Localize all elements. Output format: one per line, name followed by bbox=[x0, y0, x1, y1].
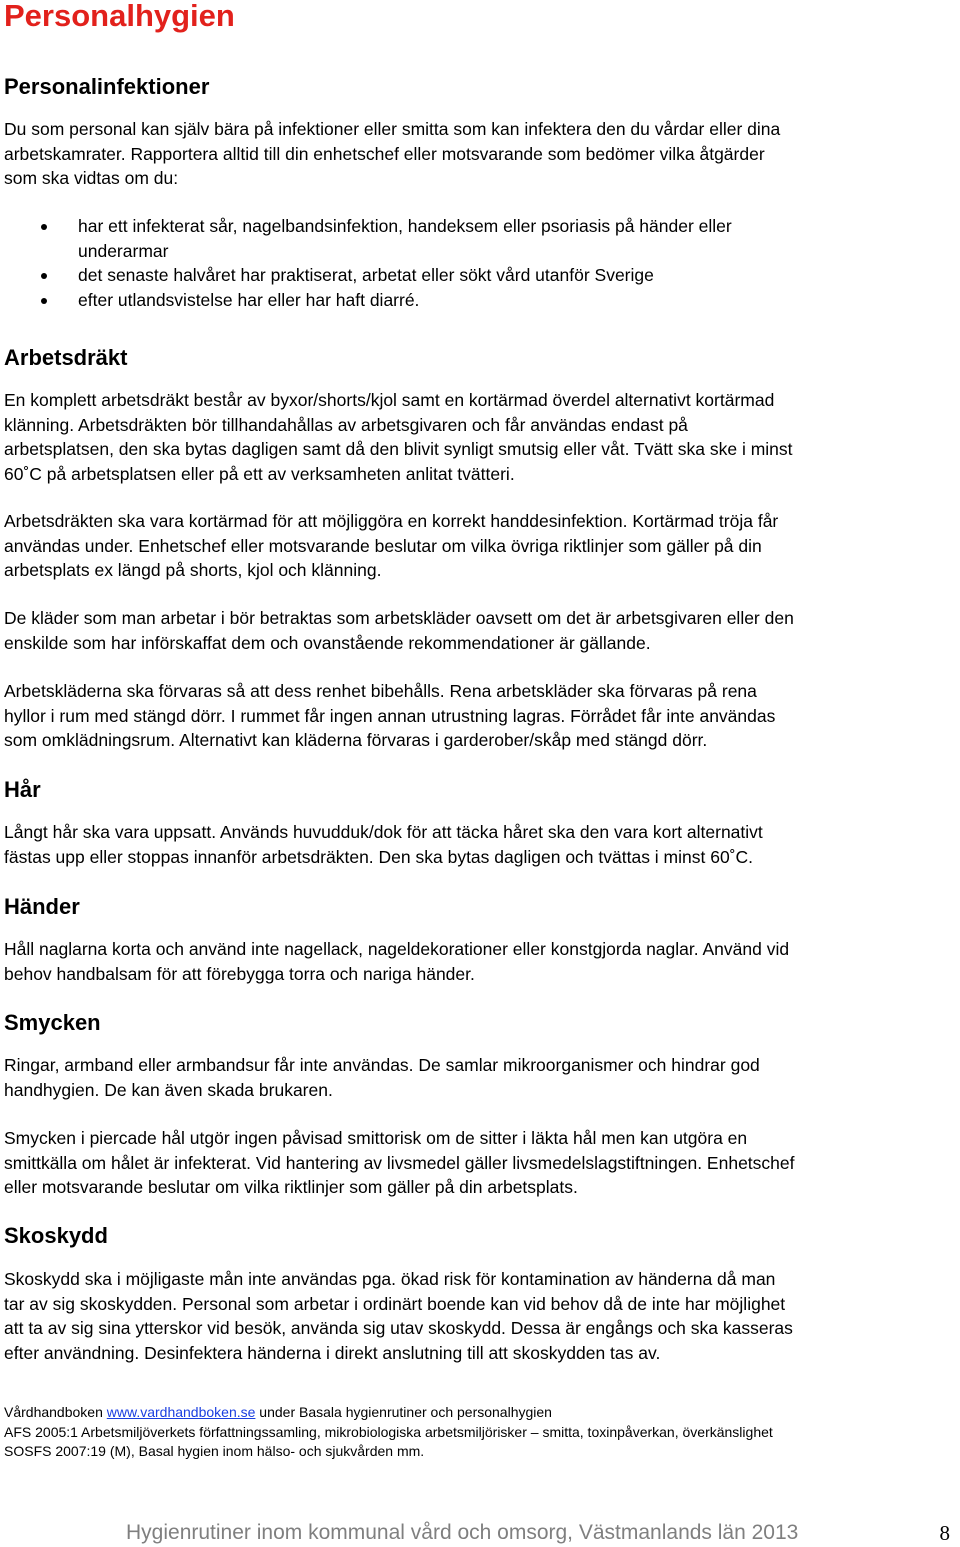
list-item-text: har ett infekterat sår, nagelbandsinfektion, handeksem eller psoriasis på händer eller underarmar bbox=[78, 216, 732, 261]
bullet-icon bbox=[41, 298, 47, 304]
list-item bbox=[0, 214, 960, 263]
reference-suffix: under Basala hygienrutiner och personalhygien bbox=[255, 1404, 552, 1420]
paragraph-arbetsdrakt-3: De kläder som man arbetar i bör betraktas som arbetskläder oavsett om det är arbetsgivaren eller den enskilde som har införskaffat dem och ovanstående rekommendationer är gällande. bbox=[4, 608, 794, 653]
heading-personalinfektioner: Personalinfektioner bbox=[4, 74, 210, 99]
paragraph-arbetsdrakt-4: Arbetskläderna ska förvaras så att dess renhet bibehålls. Rena arbetskläder ska förvaras på rena hyllor i rum med stängd dörr. I rummet får ingen annan utrustning lagras. Förrådet får inte användas som omklädningsrum. Alternativt kan kläderna förvaras i garderober/skåp med stängd dörr. bbox=[4, 681, 776, 750]
page-title: Personalhygien bbox=[4, 0, 235, 33]
paragraph-skoskydd: Skoskydd ska i möjligaste mån inte användas pga. ökad risk för kontamination av händerna då man tar av sig skoskydden. Personal som arbetar i ordinärt boende kan vid behov då de inte har möjlighet att ta av sig sina ytterskor vid besök, använda sig utav skoskydd. Dessa är engångs och ska kasseras efter användning. Desinfektera händerna i direkt anslutning till att skoskydden tas av. bbox=[4, 1269, 793, 1363]
bullet-icon bbox=[41, 273, 47, 279]
heading-har: Hår bbox=[4, 777, 41, 802]
list-item-text: efter utlandsvistelse har eller har haft diarré. bbox=[78, 289, 420, 310]
heading-hander: Händer bbox=[4, 894, 80, 919]
footer-text: Hygienrutiner inom kommunal vård och omsorg, Västmanlands län 2013 bbox=[126, 1521, 799, 1544]
paragraph-hander: Håll naglarna korta och använd inte nagellack, nageldekorationer eller konstgjorda naglar. Använd vid behov handbalsam för att förebygga torra och nariga händer. bbox=[4, 939, 790, 984]
reference-vardhandboken bbox=[4, 1403, 954, 1423]
bullet-icon bbox=[41, 224, 47, 230]
reference-prefix: Vårdhandboken bbox=[4, 1404, 107, 1420]
references bbox=[4, 1403, 954, 1462]
paragraph-arbetsdrakt-1: En komplett arbetsdräkt består av byxor/shorts/kjol samt en kortärmad överdel alternativt kortärmad klänning. Arbetsdräkten bör tillhandahållas av arbetsgivaren och får användas endast på arbetsplatsen, den ska bytas dagligen samt då den blivit synligt smutsig eller våt. Tvätt ska ske i minst 60˚C på arbetsplatsen eller på ett av verksamheten anlitat tvätteri. bbox=[4, 390, 793, 484]
heading-smycken: Smycken bbox=[4, 1010, 101, 1035]
reference-sosfs: SOSFS 2007:19 (M), Basal hygien inom hälso- och sjukvården mm. bbox=[4, 1443, 425, 1459]
paragraph-arbetsdrakt-2: Arbetsdräkten ska vara kortärmad för att möjliggöra en korrekt handdesinfektion. Kortärmad tröja får användas under. Enhetschef eller motsvarande beslutar om vilka övriga riktlinjer som gäller på din arbetsplats ex längd på shorts, kjol och klänning. bbox=[4, 511, 779, 580]
bullet-list-infections bbox=[0, 214, 960, 312]
paragraph-smycken-2: Smycken i piercade hål utgör ingen påvisad smittorisk om de sitter i läkta hål men kan utgöra en smittkälla om hålet är infekterat. Vid hantering av livsmedel gäller livsmedelslagstiftningen. Enhetschef eller motsvarande beslutar om vilka riktlinjer som gäller på din arbetsplats. bbox=[4, 1128, 795, 1197]
paragraph-har: Långt hår ska vara uppsatt. Används huvudduk/dok för att täcka håret ska den vara kort alternativt fästas upp eller stoppas innanför arbetsdräkten. Den ska bytas dagligen och tvättas i minst 60˚C. bbox=[4, 822, 763, 867]
page-number: 8 bbox=[939, 1521, 950, 1545]
reference-afs: AFS 2005:1 Arbetsmiljöverkets författningssamling, mikrobiologiska arbetsmiljörisker – smitta, toxinpåverkan, överkänslighet bbox=[4, 1423, 773, 1440]
vardhandboken-link[interactable]: www.vardhandboken.se bbox=[106, 1404, 256, 1420]
list-item-text: det senaste halvåret har praktiserat, arbetat eller sökt vård utanför Sverige bbox=[78, 265, 654, 285]
heading-arbetsdrakt: Arbetsdräkt bbox=[4, 345, 128, 370]
list-item bbox=[0, 288, 960, 313]
paragraph-personalinfektioner-intro: Du som personal kan själv bära på infektioner eller smitta som kan infektera den du vårdar eller dina arbetskamrater. Rapportera alltid till din enhetschef eller motsvarande som bedömer vilka åtgärder som ska vidtas om du: bbox=[4, 119, 781, 188]
list-item bbox=[0, 263, 960, 288]
paragraph-smycken-1: Ringar, armband eller armbandsur får inte användas. De samlar mikroorganismer och hindrar god handhygien. De kan även skada brukaren. bbox=[4, 1055, 760, 1100]
heading-skoskydd: Skoskydd bbox=[4, 1223, 108, 1248]
